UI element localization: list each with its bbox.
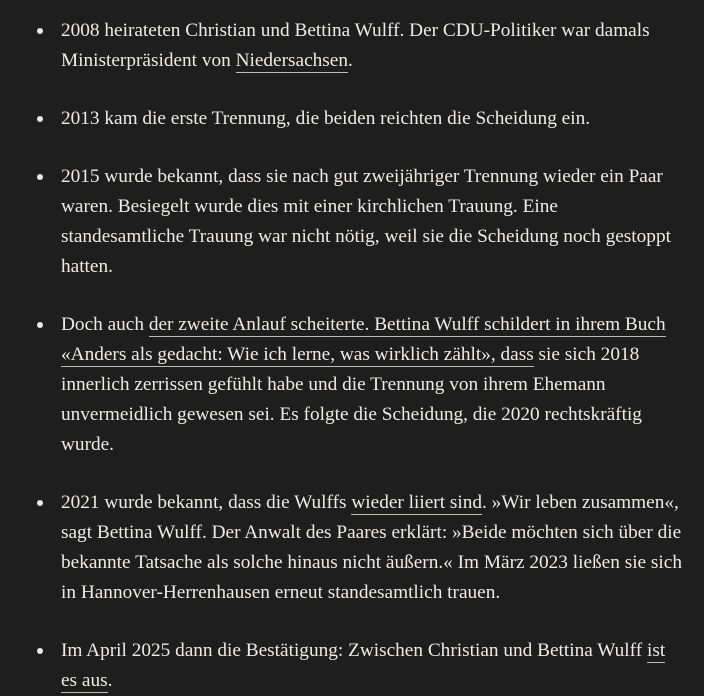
link-wieder-liiert[interactable]: wieder liiert sind (351, 492, 483, 513)
list-item (61, 16, 684, 76)
link-ist-es-aus[interactable]: ist es aus (61, 640, 666, 691)
list-item (61, 162, 684, 282)
item-text: 2015 wurde bekannt, dass sie nach gut zweijähriger Trennung wieder ein Paar waren. Besiegelt wurde dies mit einer kirchlichen Trauung. Eine standesamtliche Trauung war nicht nötig, weil sie die Scheidung noch gestoppt hatten. (61, 166, 671, 277)
bullet-icon (37, 174, 43, 180)
bullet-icon (37, 500, 43, 506)
bullet-icon (37, 648, 43, 654)
list-item (61, 488, 684, 608)
item-text: 2008 heirateten Christian und Bettina Wulff. Der CDU-Politiker war damals Ministerpräsident von (61, 20, 650, 71)
list-item (61, 310, 684, 460)
list-item (61, 636, 684, 696)
bullet-icon (37, 322, 43, 328)
item-text: Doch auch (61, 314, 149, 335)
item-text: . (348, 50, 353, 71)
item-text: sie sich 2018 innerlich zerrissen gefühlt habe und die Trennung von ihrem Ehemann unvermeidlich gewesen sei. Es folgte die Scheidung, die 2020 rechtskräftig wurde. (61, 344, 642, 455)
list-item (61, 104, 684, 134)
link-niedersachsen[interactable]: Niedersachsen (235, 50, 348, 71)
item-text: Im April 2025 dann die Bestätigung: Zwischen Christian und Bettina Wulff (61, 640, 647, 661)
item-text: 2013 kam die erste Trennung, die beiden reichten die Scheidung ein. (61, 108, 591, 129)
bullet-icon (37, 28, 43, 34)
item-text: 2021 wurde bekannt, dass die Wulffs (61, 492, 352, 513)
item-text: . »Wir leben zusammen«, sagt Bettina Wulff. Der Anwalt des Paares erklärt: »Beide möchten sich über die bekannte Tatsache als solche hinaus nicht äußern.« Im März 2023 ließen sie sich in Hannover-Herrenhausen erneut standesamtlich trauen. (61, 492, 682, 603)
link-zweite-anlauf[interactable]: der zweite Anlauf scheiterte. Bettina Wulff schildert in ihrem Buch «Anders als gedacht: Wie ich lerne, was wirklich zählt», dass (61, 314, 666, 365)
bullet-icon (37, 116, 43, 122)
item-text: . (107, 670, 113, 691)
